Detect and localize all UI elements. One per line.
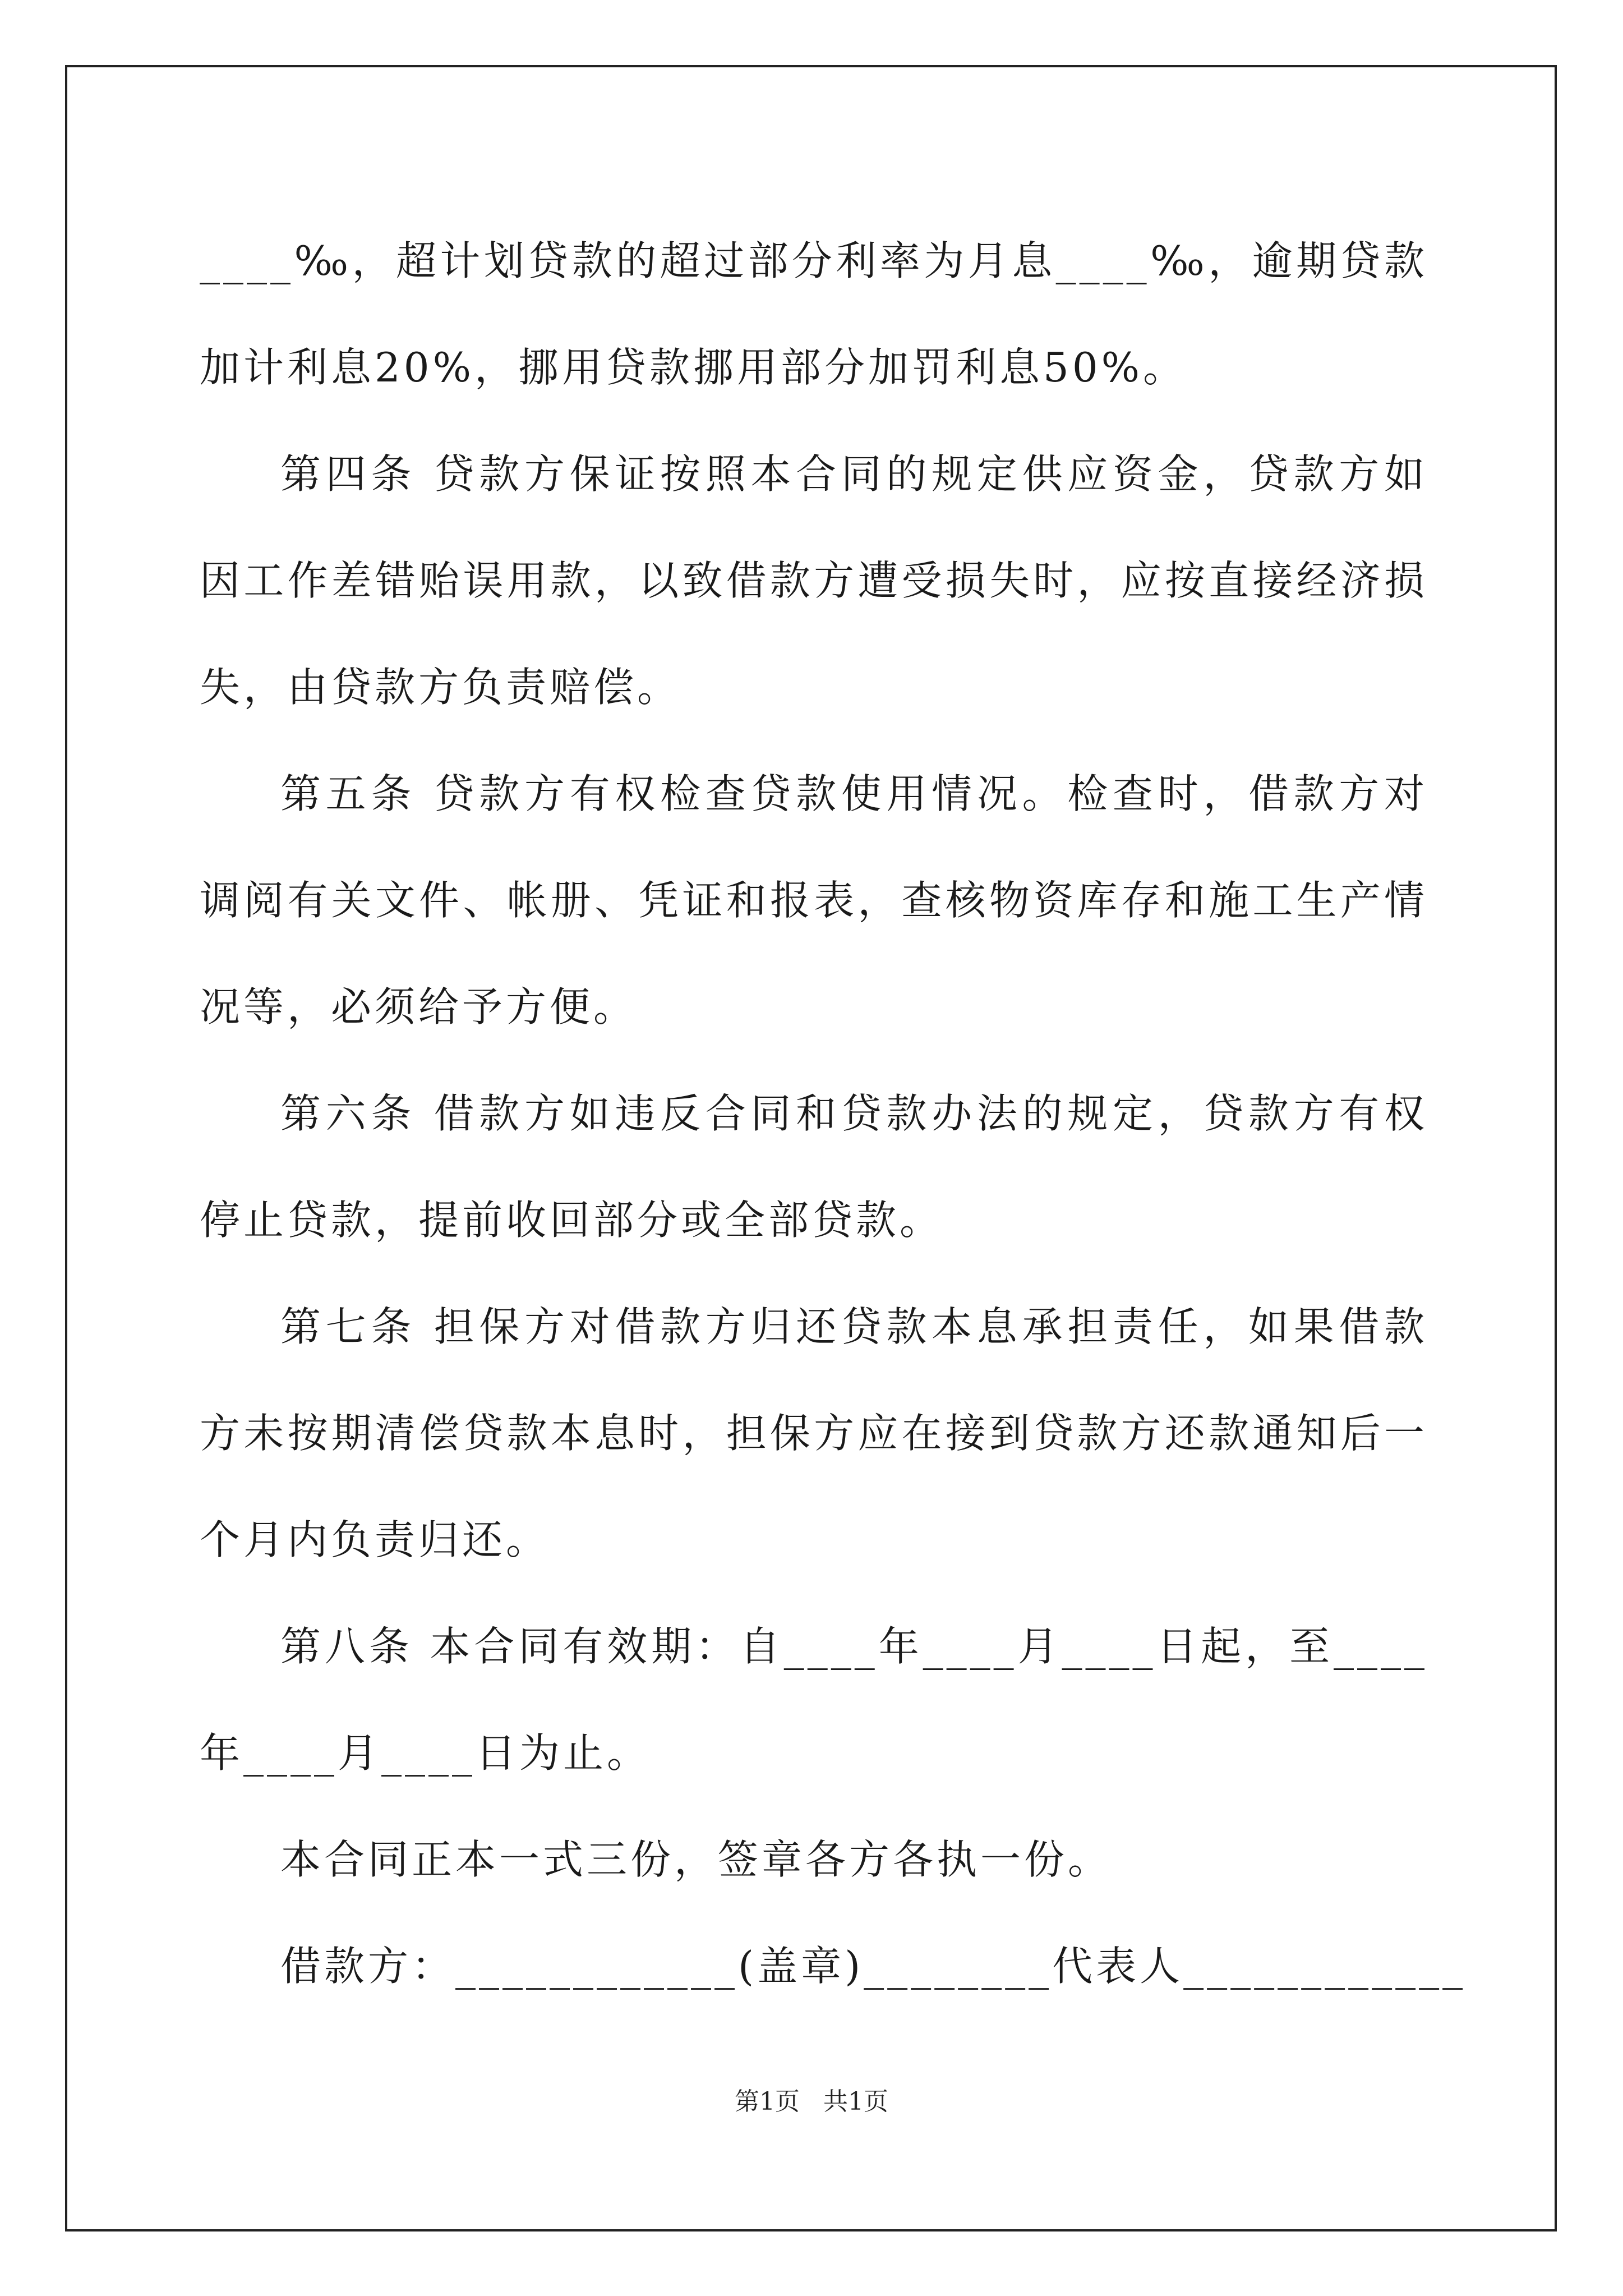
paragraph-copies: 本合同正本一式三份，签章各方各执一份。 — [280, 1836, 1112, 1883]
paragraph-article-6: 第六条 借款方如违反合同和贷款办法的规定，贷款方有权停止贷款，提前收回部分或全部贷款。 — [200, 1090, 1428, 1244]
borrower-signature-line: 借款方：____________(盖章)________代表人____________ — [280, 1943, 1467, 1990]
document-body — [200, 208, 1467, 2019]
page-number-footer: 第1页 共1页 — [735, 2087, 888, 2116]
paragraph-article-8: 第八条 本合同有效期：自____年____月____日起，至____年____月____日为止。 — [200, 1623, 1428, 1777]
paragraph-rates: ____‰，超计划贷款的超过部分利率为月息____‰，逾期贷款加计利息20%，挪用贷款挪用部分加罚利息50%。 — [200, 237, 1428, 391]
paragraph-article-5: 第五条 贷款方有权检查贷款使用情况。检查时，借款方对调阅有关文件、帐册、凭证和报表，查核物资库存和施工生产情况等，必须给予方便。 — [200, 770, 1428, 1030]
paragraph-article-4: 第四条 贷款方保证按照本合同的规定供应资金，贷款方如因工作差错贻误用款，以致借款方遭受损失时，应按直接经济损失，由贷款方负责赔偿。 — [200, 450, 1428, 711]
paragraph-article-7: 第七条 担保方对借款方归还贷款本息承担责任，如果借款方未按期清偿贷款本息时，担保方应在接到贷款方还款通知后一个月内负责归还。 — [200, 1303, 1428, 1563]
